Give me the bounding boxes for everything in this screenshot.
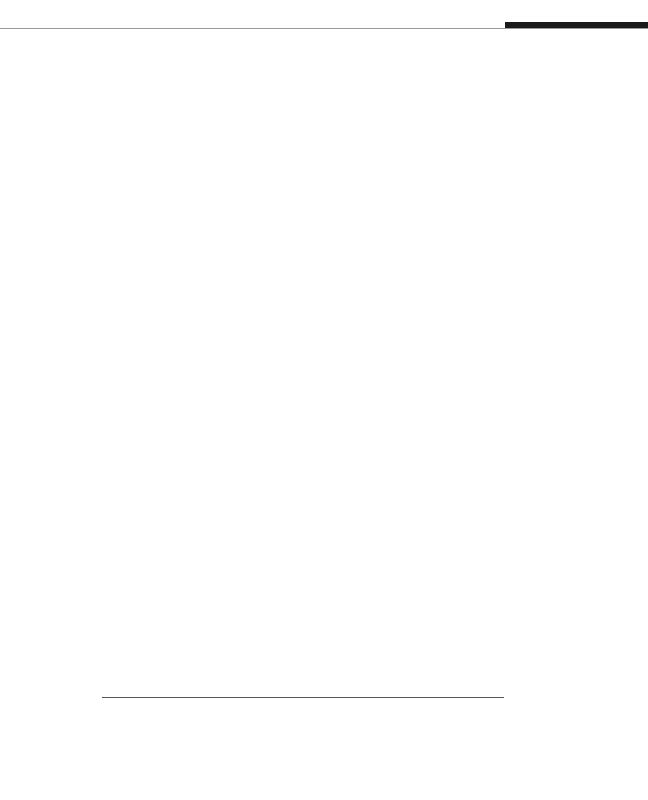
header-rule xyxy=(0,28,648,29)
figure-chart xyxy=(110,492,510,684)
caption-rule xyxy=(102,697,504,698)
figure-8-22 xyxy=(110,492,510,684)
running-head xyxy=(0,36,600,51)
